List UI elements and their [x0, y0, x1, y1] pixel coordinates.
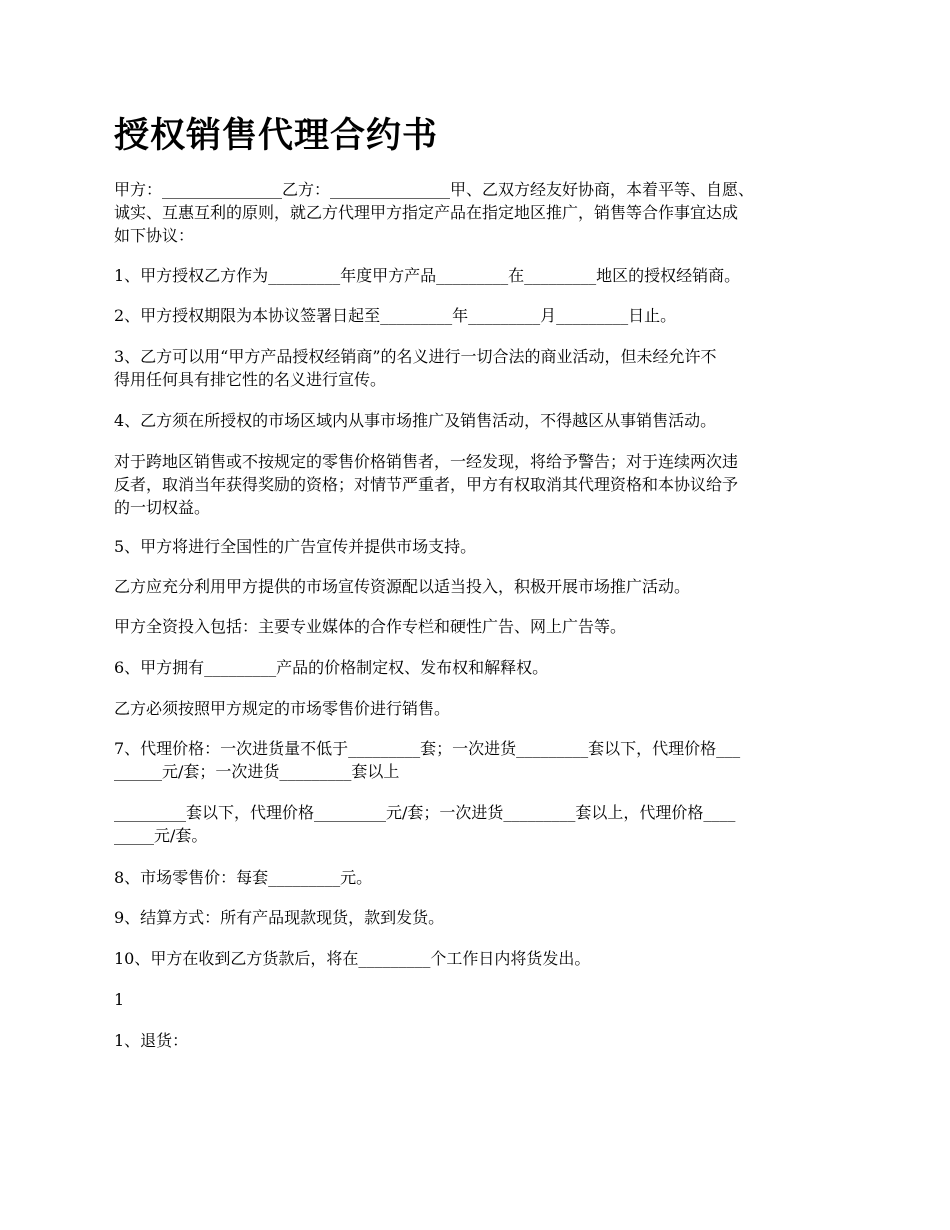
paragraph-clause-6-detail [114, 697, 844, 720]
paragraph-clause-5-detail-a [114, 575, 844, 598]
text-line: 6、甲方拥有_________产品的价格制定权、发布权和解释权。 [114, 658, 549, 677]
text-line: 甲方：_______________乙方：_______________甲、乙双方经友好协商，本着平等、自愿、 [114, 180, 755, 199]
paragraph-clause-2 [114, 304, 844, 327]
text-line: 1 [114, 990, 125, 1009]
text-line: 反者，取消当年获得奖励的资格；对情节严重者，甲方有权取消其代理资格和本协议给予 [114, 475, 739, 494]
text-line: _____元/套。 [114, 826, 208, 845]
text-line: 3、乙方可以用“甲方产品授权经销商”的名义进行一切合法的商业活动，但未经允许不 [114, 347, 717, 366]
text-line: 7、代理价格：一次进货量不低于_________套；一次进货_________套以下，代理价格___ [114, 739, 741, 758]
text-line: 乙方必须按照甲方规定的市场零售价进行销售。 [114, 699, 451, 718]
paragraph-clause-3 [114, 345, 844, 391]
text-line: 5、甲方将进行全国性的广告宣传并提供市场支持。 [114, 537, 477, 556]
text-line: 1、退货： [114, 1031, 189, 1050]
text-line: 甲方全资投入包括：主要专业媒体的合作专栏和硬性广告、网上广告等。 [114, 617, 627, 636]
text-line: 2、甲方授权期限为本协议签署日起至_________年_________月_________日止。 [114, 306, 677, 325]
paragraph-clause-8 [114, 866, 844, 889]
paragraph-clause-7-continued [114, 801, 844, 847]
paragraph-intro [114, 178, 844, 247]
paragraph-clause-4-detail [114, 450, 844, 519]
text-line: ______元/套；一次进货_________套以上 [114, 762, 400, 781]
text-line: 得用任何具有排它性的名义进行宣传。 [114, 370, 387, 389]
text-line: 9、结算方式：所有产品现款现货，款到发货。 [114, 908, 445, 927]
paragraph-clause-7 [114, 737, 844, 783]
text-line: _________套以下，代理价格_________元/套；一次进货_________套以上，代理价格____ [114, 803, 736, 822]
text-line: 如下协议： [114, 226, 195, 245]
text-line: 4、乙方须在所授权的市场区域内从事市场推广及销售活动，不得越区从事销售活动。 [114, 411, 717, 430]
paragraph-clause-6 [114, 656, 844, 679]
paragraph-clause-10 [114, 947, 844, 970]
text-line: 的一切权益。 [114, 498, 211, 517]
text-line: 10、甲方在收到乙方货款后，将在_________个工作日内将货发出。 [114, 949, 591, 968]
paragraph-clause-4 [114, 409, 844, 432]
paragraph-clause-1 [114, 264, 844, 287]
text-line: 对于跨地区销售或不按规定的零售价格销售者，一经发现，将给予警告；对于连续两次违 [114, 452, 739, 471]
text-line: 1、甲方授权乙方作为_________年度甲方产品_________在_________地区的授权经销商。 [114, 266, 741, 285]
paragraph-clause-9 [114, 906, 844, 929]
text-line: 8、市场零售价：每套_________元。 [114, 868, 373, 887]
text-line: 诚实、互惠互利的原则，就乙方代理甲方指定产品在指定地区推广，销售等合作事宜达成 [114, 203, 739, 222]
section-number [114, 988, 844, 1011]
text-line: 乙方应充分利用甲方提供的市场宣传资源配以适当投入，积极开展市场推广活动。 [114, 577, 691, 596]
paragraph-clause-5 [114, 535, 844, 558]
paragraph-clause-5-detail-b [114, 615, 844, 638]
paragraph-returns-heading [114, 1029, 844, 1052]
document-title: 授权销售代理合约书 [114, 116, 439, 156]
